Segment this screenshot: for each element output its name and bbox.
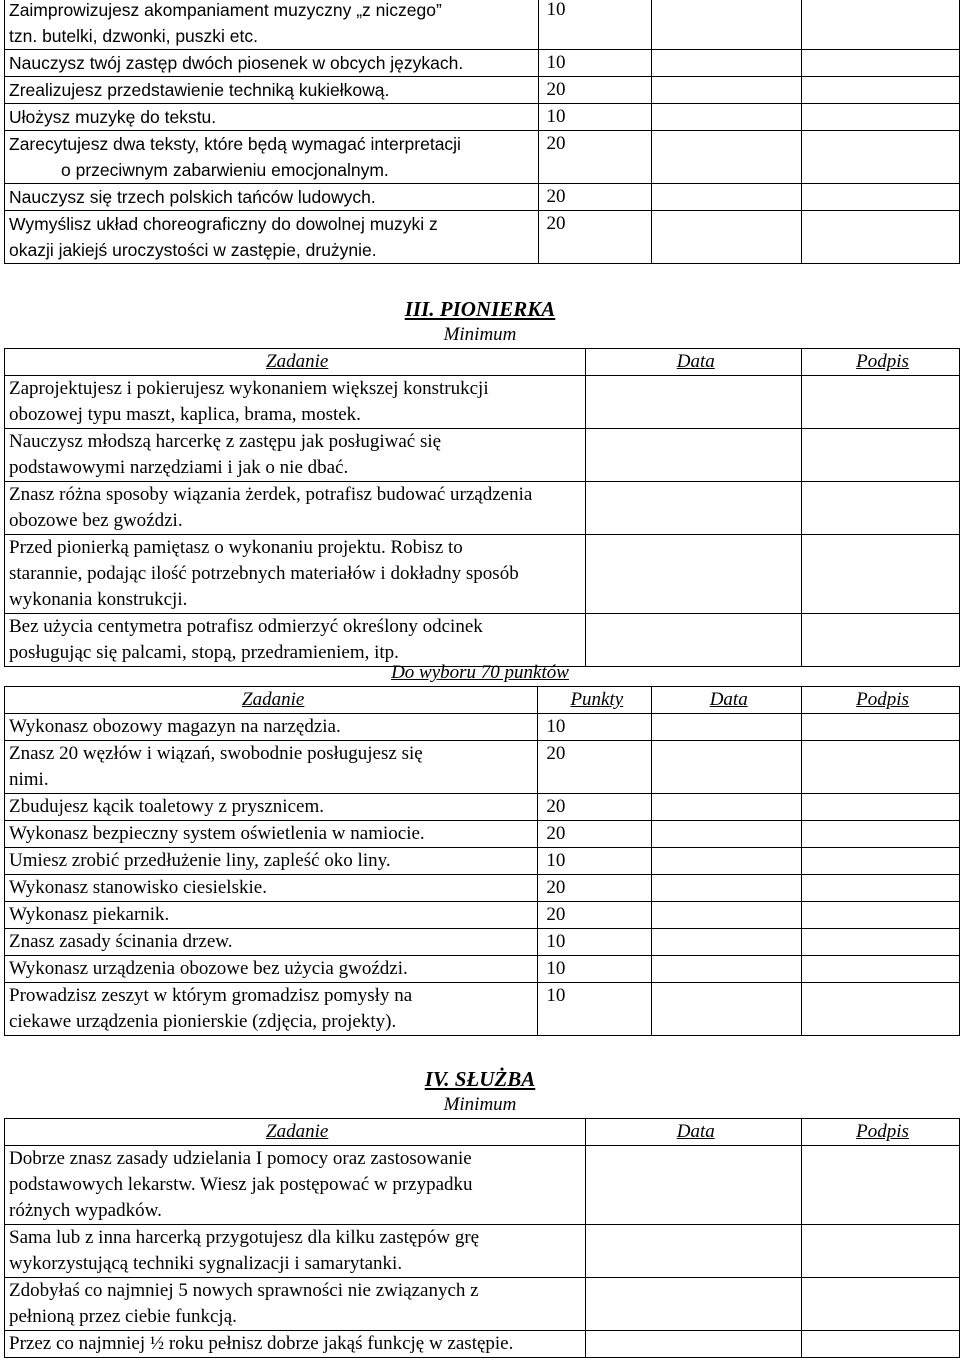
header-signature: Podpis (856, 1121, 909, 1142)
task-line: Dobrze znasz zasady udzielania I pomocy oraz zastosowanie (9, 1148, 472, 1169)
task-cell (5, 211, 539, 264)
table-row (5, 0, 960, 50)
signature-cell[interactable] (802, 184, 960, 211)
date-cell[interactable] (652, 50, 802, 77)
task-line: o przeciwnym zabarwieniu emocjonalnym. (61, 160, 389, 180)
section-minimum-label: Minimum (443, 1094, 517, 1115)
signature-cell[interactable] (802, 535, 960, 614)
task-cell (5, 929, 538, 956)
date-cell[interactable] (652, 848, 802, 875)
task-line: obozowej typu maszt, kaplica, brama, mostek. (9, 404, 361, 425)
table-row (5, 104, 960, 131)
signature-cell[interactable] (802, 821, 960, 848)
signature-cell[interactable] (802, 741, 960, 794)
date-cell[interactable] (652, 821, 802, 848)
task-line: Znasz zasady ścinania drzew. (9, 931, 233, 952)
table-row (5, 1225, 960, 1278)
task-line: tzn. butelki, dzwonki, puszki etc. (9, 26, 258, 46)
header-task: Zadanie (266, 351, 329, 372)
date-cell[interactable] (652, 794, 802, 821)
date-cell[interactable] (652, 875, 802, 902)
date-cell[interactable] (652, 104, 802, 131)
section-title-pionierka: III. PIONIERKA (404, 297, 556, 321)
table-row (5, 1146, 960, 1225)
task-line: Wymyślisz układ choreograficzny do dowolnej muzyki z (9, 214, 438, 234)
choice-label: Do wyboru 70 punktów (391, 662, 569, 683)
points-cell: 20 (538, 211, 652, 264)
task-cell (5, 956, 538, 983)
task-line: podstawowych lekarstw. Wiesz jak postępować w przypadku (9, 1174, 473, 1195)
signature-cell[interactable] (802, 376, 960, 429)
task-line: Nauczysz się trzech polskich tańców ludowych. (9, 187, 376, 207)
task-cell (5, 821, 538, 848)
header-task: Zadanie (242, 689, 305, 710)
points-cell: 20 (538, 77, 652, 104)
task-cell (5, 741, 538, 794)
task-line: Ułożysz muzykę do tekstu. (9, 107, 217, 127)
table-header-row (5, 1119, 960, 1146)
date-cell[interactable] (586, 376, 802, 429)
date-cell[interactable] (652, 741, 802, 794)
points-cell: 20 (538, 741, 652, 794)
task-line: starannie, podając ilość potrzebnych materiałów i dokładny sposób (9, 563, 519, 584)
signature-cell[interactable] (802, 131, 960, 184)
signature-cell[interactable] (802, 1278, 960, 1331)
table-header-row (5, 687, 960, 714)
signature-cell[interactable] (802, 50, 960, 77)
table-row (5, 211, 960, 264)
header-points: Punkty (570, 689, 624, 710)
section-minimum-label: Minimum (443, 324, 517, 345)
signature-cell[interactable] (802, 1146, 960, 1225)
header-date: Data (709, 689, 748, 710)
table-row (5, 1278, 960, 1331)
signature-cell[interactable] (802, 848, 960, 875)
task-cell (5, 0, 539, 50)
signature-cell[interactable] (802, 0, 960, 50)
section-title-sluzba: IV. SŁUŻBA (424, 1067, 536, 1091)
task-line: Zrealizujesz przedstawienie techniką kukiełkową. (9, 80, 390, 100)
date-cell[interactable] (586, 429, 802, 482)
task-line: Wykonasz obozowy magazyn na narzędzia. (9, 716, 341, 737)
signature-cell[interactable] (802, 983, 960, 1036)
task-line: Nauczysz młodszą harcerkę z zastępu jak posługiwać się (9, 431, 442, 452)
table-row (5, 482, 960, 535)
sluzba-minimum-table (4, 1118, 960, 1358)
task-cell (5, 131, 539, 184)
task-cell (5, 77, 539, 104)
task-cell (5, 1146, 586, 1225)
signature-cell[interactable] (802, 714, 960, 741)
date-cell[interactable] (652, 983, 802, 1036)
signature-cell[interactable] (802, 794, 960, 821)
task-line: pełnioną przez ciebie funkcją. (9, 1306, 237, 1327)
header-task: Zadanie (266, 1121, 329, 1142)
signature-cell[interactable] (802, 211, 960, 264)
date-cell[interactable] (652, 0, 802, 50)
task-line: Znasz różna sposoby wiązania żerdek, potrafisz budować urządzenia (9, 484, 533, 505)
task-cell (5, 614, 586, 667)
date-cell[interactable] (586, 535, 802, 614)
task-line: Przed pionierką pamiętasz o wykonaniu projektu. Robisz to (9, 537, 463, 558)
points-cell: 10 (538, 50, 652, 77)
points-cell: 10 (538, 983, 652, 1036)
points-cell: 10 (538, 0, 652, 50)
task-line: Zdobyłaś co najmniej 5 nowych sprawności nie związanych z (9, 1280, 479, 1301)
date-cell[interactable] (586, 482, 802, 535)
task-line: Znasz 20 węzłów i wiązań, swobodnie posługujesz się (9, 743, 423, 764)
task-cell (5, 848, 538, 875)
signature-cell[interactable] (802, 1331, 960, 1358)
points-cell: 10 (538, 929, 652, 956)
pionierka-minimum-table (4, 348, 960, 667)
signature-cell[interactable] (802, 1225, 960, 1278)
task-line: Wykonasz stanowisko ciesielskie. (9, 877, 267, 898)
task-cell (5, 50, 539, 77)
date-cell[interactable] (652, 131, 802, 184)
date-cell[interactable] (652, 714, 802, 741)
date-cell[interactable] (652, 184, 802, 211)
task-line: Prowadzisz zeszyt w którym gromadzisz pomysły na (9, 985, 413, 1006)
points-cell: 20 (538, 184, 652, 211)
table-row (5, 131, 960, 184)
header-signature: Podpis (856, 689, 909, 710)
task-cell (5, 714, 538, 741)
task-cell (5, 482, 586, 535)
date-cell[interactable] (586, 1278, 802, 1331)
signature-cell[interactable] (802, 77, 960, 104)
table-row (5, 929, 960, 956)
header-date: Data (676, 351, 715, 372)
table-row (5, 794, 960, 821)
task-cell (5, 983, 538, 1036)
task-line: obozowe bez gwoździ. (9, 510, 183, 531)
signature-cell[interactable] (802, 104, 960, 131)
header-signature: Podpis (856, 351, 909, 372)
task-line: Umiesz zrobić przedłużenie liny, zapleść oko liny. (9, 850, 391, 871)
date-cell[interactable] (586, 1331, 802, 1358)
task-line: Sama lub z inna harcerką przygotujesz dla kilku zastępów grę (9, 1227, 480, 1248)
table-row (5, 956, 960, 983)
signature-cell[interactable] (802, 902, 960, 929)
table-row (5, 50, 960, 77)
points-cell: 20 (538, 875, 652, 902)
table-row (5, 429, 960, 482)
date-cell[interactable] (652, 211, 802, 264)
header-date: Data (676, 1121, 715, 1142)
task-line: Przez co najmniej ½ roku pełnisz dobrze jakąś funkcję w zastępie. (9, 1333, 514, 1354)
table-row (5, 875, 960, 902)
task-line: Zarecytujesz dwa teksty, które będą wymagać interpretacji (9, 134, 461, 154)
task-cell (5, 794, 538, 821)
points-cell: 20 (538, 131, 652, 184)
task-line: Wykonasz urządzenia obozowe bez użycia gwoździ. (9, 958, 408, 979)
task-line: Bez użycia centymetra potrafisz odmierzyć określony odcinek (9, 616, 483, 637)
task-line: wykorzystującą techniki sygnalizacji i samarytanki. (9, 1253, 403, 1274)
points-cell: 10 (538, 714, 652, 741)
task-cell (5, 184, 539, 211)
signature-cell[interactable] (802, 614, 960, 667)
task-line: wykonania konstrukcji. (9, 589, 188, 610)
table-row (5, 741, 960, 794)
signature-cell[interactable] (802, 482, 960, 535)
table-row (5, 535, 960, 614)
task-line: okazji jakiejś uroczystości w zastępie, drużynie. (9, 240, 377, 260)
date-cell[interactable] (652, 902, 802, 929)
signature-cell[interactable] (802, 429, 960, 482)
table-row (5, 1331, 960, 1358)
task-line: ciekawe urządzenia pionierskie (zdjęcia, projekty). (9, 1011, 397, 1032)
task-line: Zaprojektujesz i pokierujesz wykonaniem większej konstrukcji (9, 378, 489, 399)
pionierka-choice-table (4, 686, 960, 1036)
date-cell[interactable] (586, 1146, 802, 1225)
table-row (5, 184, 960, 211)
top-task-table (4, 0, 960, 264)
points-cell: 20 (538, 821, 652, 848)
task-line: Zaimprowizujesz akompaniament muzyczny „z niczego” (9, 0, 442, 20)
table-row (5, 983, 960, 1036)
task-line: nimi. (9, 769, 49, 790)
task-line: podstawowymi narzędziami i jak o nie dbać. (9, 457, 349, 478)
table-row (5, 821, 960, 848)
table-row (5, 902, 960, 929)
table-row (5, 77, 960, 104)
task-cell (5, 902, 538, 929)
task-cell (5, 1278, 586, 1331)
task-cell (5, 1331, 586, 1358)
points-cell: 10 (538, 848, 652, 875)
signature-cell[interactable] (802, 929, 960, 956)
points-cell: 20 (538, 794, 652, 821)
task-line: Zbudujesz kącik toaletowy z prysznicem. (9, 796, 324, 817)
date-cell[interactable] (652, 77, 802, 104)
points-cell: 20 (538, 902, 652, 929)
signature-cell[interactable] (802, 956, 960, 983)
date-cell[interactable] (586, 614, 802, 667)
task-cell (5, 376, 586, 429)
date-cell[interactable] (586, 1225, 802, 1278)
date-cell[interactable] (652, 929, 802, 956)
task-cell (5, 429, 586, 482)
table-row (5, 614, 960, 667)
task-line: Nauczysz twój zastęp dwóch piosenek w obcych językach. (9, 53, 464, 73)
points-cell: 10 (538, 956, 652, 983)
table-row (5, 376, 960, 429)
table-row (5, 848, 960, 875)
task-cell (5, 1225, 586, 1278)
task-cell (5, 535, 586, 614)
points-cell: 10 (538, 104, 652, 131)
table-row (5, 714, 960, 741)
task-line: posługując się palcami, stopą, przedramieniem, itp. (9, 642, 399, 663)
task-line: Wykonasz piekarnik. (9, 904, 170, 925)
task-line: różnych wypadków. (9, 1200, 162, 1221)
date-cell[interactable] (652, 956, 802, 983)
table-header-row (5, 349, 960, 376)
signature-cell[interactable] (802, 875, 960, 902)
task-cell (5, 875, 538, 902)
task-cell (5, 104, 539, 131)
task-line: Wykonasz bezpieczny system oświetlenia w namiocie. (9, 823, 425, 844)
